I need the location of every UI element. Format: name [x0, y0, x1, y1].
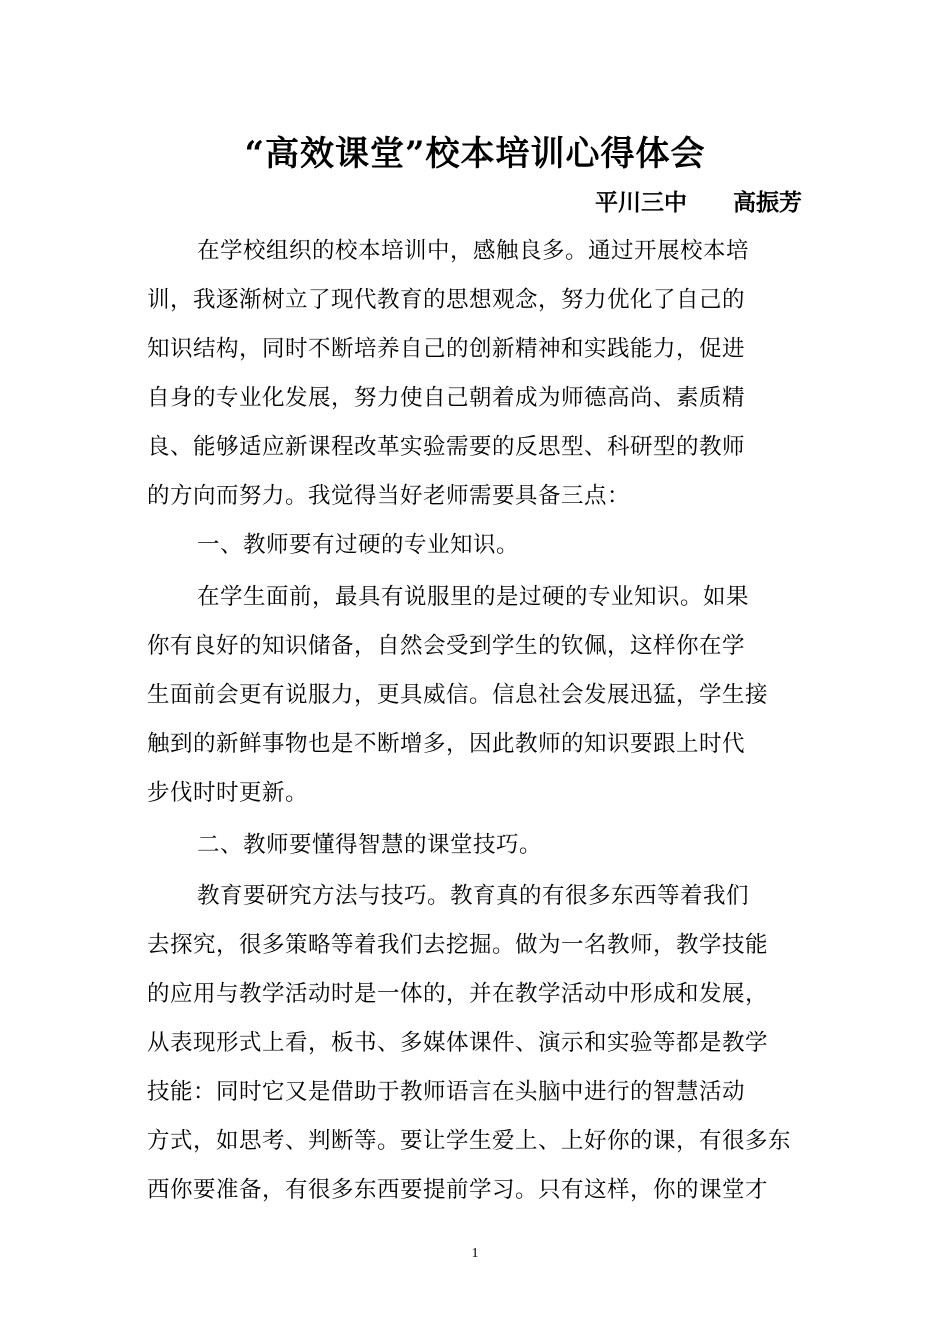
text-line: 在学生面前，最具有说服里的是过硬的专业知识。如果 [197, 584, 750, 610]
text-line: 方式，如思考、判断等。要让学生爱上、上好你的课，有很多东 [147, 1128, 792, 1154]
text-line: 的方向而努力。我觉得当好老师需要具备三点： [147, 483, 631, 509]
text-line: 步伐时时更新。 [147, 780, 309, 806]
text-line: 你有良好的知识储备，自然会受到学生的钦佩，这样你在学 [147, 633, 746, 659]
text-line: 知识结构，同时不断培养自己的创新精神和实践能力，促进 [147, 336, 746, 362]
text-line: 生面前会更有说服力，更具威信。信息社会发展迅猛，学生接 [147, 682, 769, 708]
author-line: 平川三中 高振芳 [595, 189, 802, 216]
section-heading: 二、教师要懂得智慧的课堂技巧。 [197, 832, 543, 858]
text-line: 在学校组织的校本培训中，感触良多。通过开展校本培 [197, 238, 750, 264]
text-line: 教育要研究方法与技巧。教育真的有很多东西等着我们 [197, 883, 750, 909]
text-line: 自身的专业化发展，努力使自己朝着成为师德高尚、素质精 [147, 385, 746, 411]
page-number: 1 [471, 1246, 479, 1261]
text-line: 触到的新鲜事物也是不断增多，因此教师的知识要跟上时代 [147, 731, 746, 757]
text-line: 训，我逐渐树立了现代教育的思想观念，努力优化了自己的 [147, 287, 746, 313]
document-title: “高效课堂”校本培训心得体会 [244, 134, 706, 174]
text-line: 技能：同时它又是借助于教师语言在头脑中进行的智慧活动 [147, 1079, 746, 1105]
section-heading: 一、教师要有过硬的专业知识。 [197, 532, 520, 558]
text-line: 去探究，很多策略等着我们去挖掘。做为一名教师，教学技能 [147, 932, 769, 958]
text-line: 良、能够适应新课程改革实验需要的反思型、科研型的教师 [147, 434, 746, 460]
text-line: 的应用与教学活动时是一体的，并在教学活动中形成和发展， [147, 981, 769, 1007]
text-line: 从表现形式上看，板书、多媒体课件、演示和实验等都是教学 [147, 1030, 769, 1056]
text-line: 西你要准备，有很多东西要提前学习。只有这样，你的课堂才 [147, 1177, 769, 1203]
